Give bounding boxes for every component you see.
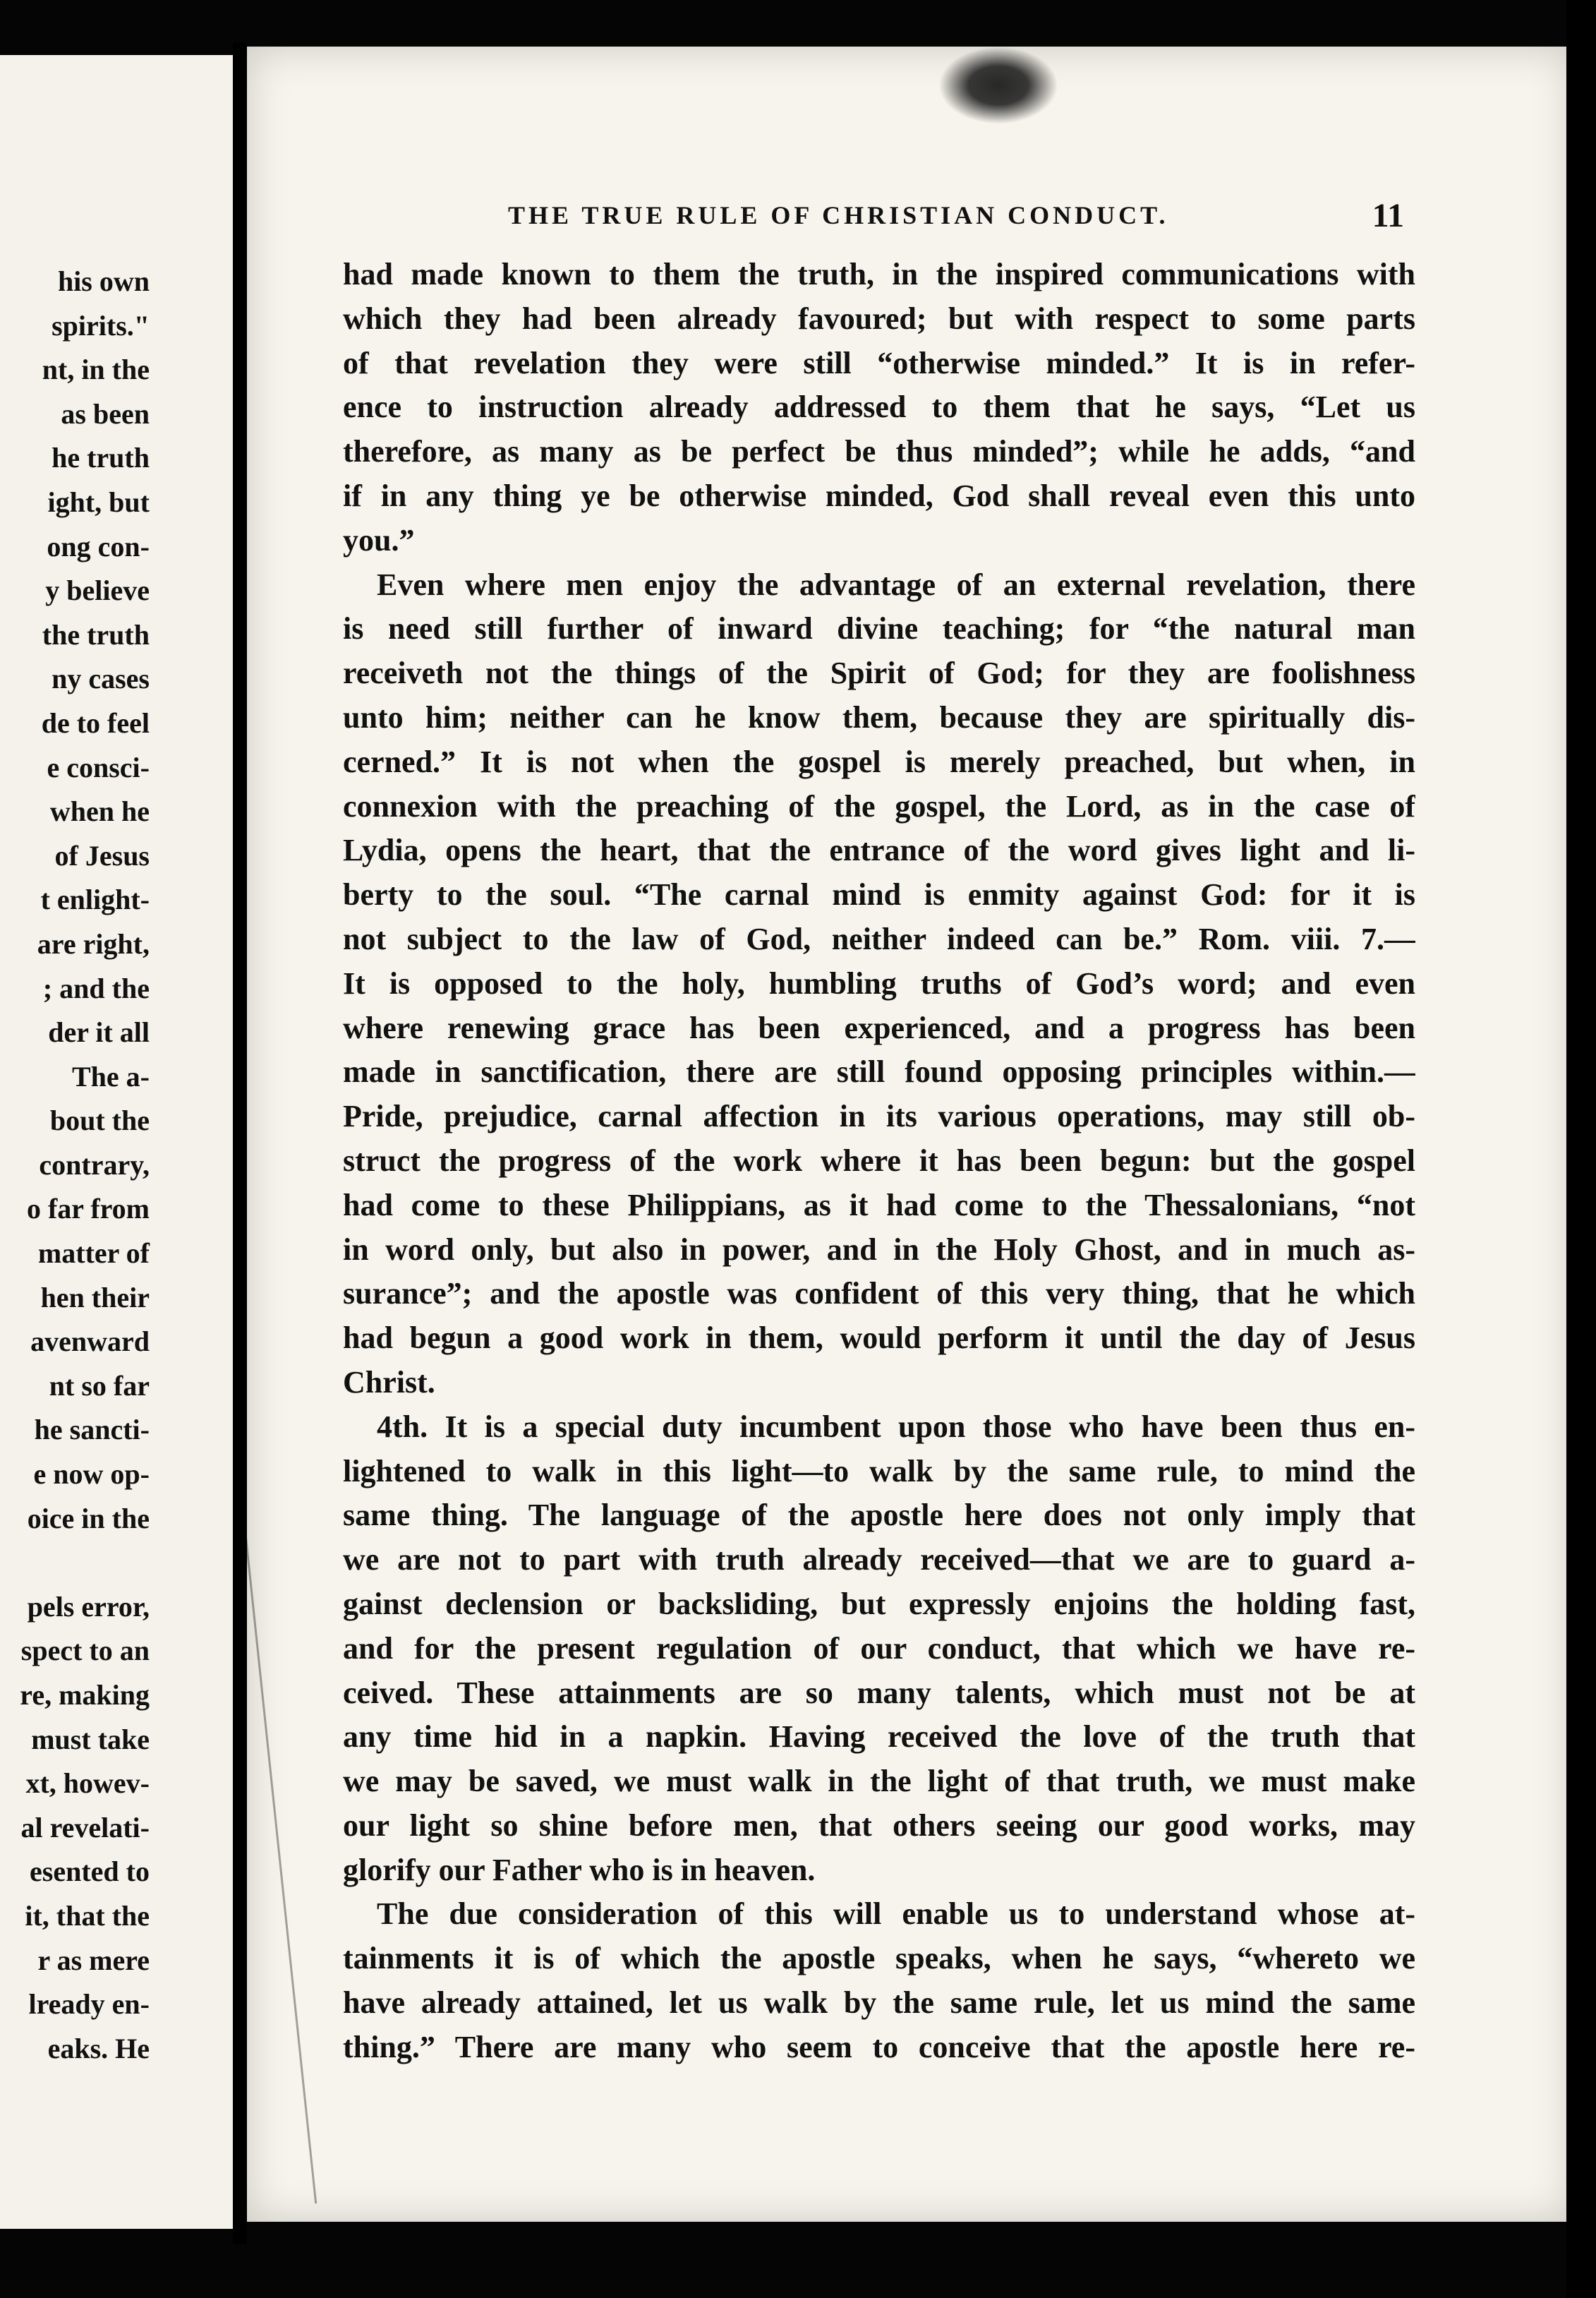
facing-text-line: hen their xyxy=(40,1281,150,1313)
facing-page-fragment xyxy=(0,55,233,2229)
running-head: THE TRUE RULE OF CHRISTIAN CONDUCT. xyxy=(508,201,1169,229)
text-line: of that revelation they were still “otherwise minded.” It is in refer- xyxy=(343,345,1415,380)
book-gutter xyxy=(233,42,247,2244)
facing-text-line: re, making xyxy=(20,1679,150,1711)
facing-text-line: al revelati- xyxy=(20,1811,150,1843)
ink-smudge xyxy=(938,47,1058,124)
text-line: It is opposed to the holy, humbling truths of God’s word; and even xyxy=(343,965,1415,1001)
text-line: had come to these Philippians, as it had come to the Thessalonians, “not xyxy=(343,1187,1415,1222)
page-crease xyxy=(247,1207,317,2204)
text-line: therefore, as many as be perfect be thus minded”; while he adds, “and xyxy=(343,434,1415,469)
facing-text-line: must take xyxy=(31,1723,150,1755)
text-line: if in any thing ye be otherwise minded, God shall reveal even this unto xyxy=(343,478,1415,513)
text-line: Pride, prejudice, carnal affection in its various operations, may still ob- xyxy=(343,1099,1415,1134)
text-line: Christ. xyxy=(343,1364,435,1400)
text-line: where renewing grace has been experienced, and a progress has been xyxy=(343,1010,1415,1045)
facing-text-line: ong con- xyxy=(47,530,150,563)
facing-text-line: spect to an xyxy=(20,1635,150,1667)
facing-text-line: he sancti- xyxy=(34,1414,150,1446)
text-line: ence to instruction already addressed to them that he says, “Let us xyxy=(343,390,1415,425)
facing-text-line: eaks. He xyxy=(47,2032,150,2064)
text-line: struct the progress of the work where it has been begun: but the gospel xyxy=(343,1143,1415,1178)
facing-text-line: as been xyxy=(61,397,150,430)
facing-text-line: lready en- xyxy=(28,1988,150,2021)
body-text xyxy=(343,253,1415,2070)
text-line: Even where men enjoy the advantage of an external revelation, there xyxy=(377,567,1415,602)
facing-text-line: xt, howev- xyxy=(25,1767,150,1800)
text-line: ceived. These attainments are so many talents, which must not be at xyxy=(343,1675,1415,1710)
text-line: any time hid in a napkin. Having received the love of the truth that xyxy=(343,1719,1415,1755)
text-line: in word only, but also in power, and in the Holy Ghost, and in much as- xyxy=(343,1232,1415,1267)
facing-text-line: t enlight- xyxy=(40,884,150,916)
text-line: tainments it is of which the apostle speaks, when he says, “whereto we xyxy=(343,1941,1415,1976)
text-line: berty to the soul. “The carnal mind is enmity against God: for it is xyxy=(343,877,1415,913)
text-line: not subject to the law of God, neither indeed can be.” Rom. viii. 7.— xyxy=(343,921,1415,956)
facing-text-line: oice in the xyxy=(27,1502,150,1534)
text-line: we are not to part with truth already received—that we are to guard a- xyxy=(343,1542,1415,1577)
facing-text-line: esented to xyxy=(30,1855,150,1888)
facing-text-line: his own xyxy=(57,265,150,297)
text-line: The due consideration of this will enable us to understand whose at- xyxy=(377,1896,1415,1932)
facing-text-line: e consci- xyxy=(47,751,150,783)
facing-text-line: are right, xyxy=(37,927,150,960)
facing-text-line: contrary, xyxy=(39,1148,150,1181)
facing-text-line: when he xyxy=(49,795,150,828)
text-line: connexion with the preaching of the gospel, the Lord, as in the case of xyxy=(343,788,1415,824)
facing-page-text xyxy=(0,260,233,2071)
book-page xyxy=(247,47,1573,2222)
text-line: receiveth not the things of the Spirit of God; for they are foolishness xyxy=(343,656,1415,691)
text-line: which they had been already favoured; but with respect to some parts xyxy=(343,301,1415,336)
facing-text-line: e now op- xyxy=(33,1458,150,1491)
text-line: thing.” There are many who seem to conceive that the apostle here re- xyxy=(343,2029,1415,2064)
facing-text-line: nt, in the xyxy=(42,354,150,386)
facing-text-line: ny cases xyxy=(52,663,150,695)
facing-text-line: it, that the xyxy=(25,1899,150,1932)
text-line: you.” xyxy=(343,522,415,558)
text-line: had begun a good work in them, would perform it until the day of Jesus xyxy=(343,1321,1415,1356)
facing-text-line: y believe xyxy=(45,574,150,607)
text-line: had made known to them the truth, in the inspired communications with xyxy=(343,257,1415,291)
page-number: 11 xyxy=(1372,196,1404,234)
facing-text-line: de to feel xyxy=(41,706,150,739)
text-line: unto him; neither can he know them, because they are spiritually dis- xyxy=(343,699,1415,735)
facing-text-line: The a- xyxy=(72,1060,150,1093)
facing-text-line: der it all xyxy=(48,1016,150,1049)
text-line: we may be saved, we must walk in the light of that truth, we must make xyxy=(343,1764,1415,1799)
facing-text-line: ight, but xyxy=(47,486,150,518)
facing-text-line: bout the xyxy=(49,1105,150,1137)
page-header xyxy=(508,191,1404,240)
facing-text-line: he truth xyxy=(52,442,150,474)
text-line: surance”; and the apostle was confident of this very thing, that he which xyxy=(343,1276,1415,1311)
facing-text-line xyxy=(0,1541,233,1585)
facing-text-line: the truth xyxy=(42,618,150,651)
text-line: our light so shine before men, that others seeing our good works, may xyxy=(343,1807,1415,1843)
facing-text-line: pels error, xyxy=(27,1590,150,1623)
facing-text-line: ; and the xyxy=(42,972,150,1004)
text-line: and for the present regulation of our conduct, that which we have re- xyxy=(343,1630,1415,1666)
facing-text-line: spirits." xyxy=(52,309,150,342)
facing-text-line: of Jesus xyxy=(54,839,150,872)
text-line: Lydia, opens the heart, that the entrance of the word gives light and li- xyxy=(343,833,1415,868)
text-line: same thing. The language of the apostle here does not only imply that xyxy=(343,1498,1415,1533)
facing-text-line: o far from xyxy=(26,1193,150,1225)
text-line: gainst declension or backsliding, but expressly enjoins the holding fast, xyxy=(343,1586,1415,1621)
facing-text-line: nt so far xyxy=(49,1369,150,1402)
text-line: 4th. It is a special duty incumbent upon those who have been thus en- xyxy=(377,1409,1415,1444)
scan-border xyxy=(1566,0,1596,2298)
facing-text-line: avenward xyxy=(30,1325,150,1358)
text-line: have already attained, let us walk by the same rule, let us mind the same xyxy=(343,1985,1415,2021)
facing-text-line: r as mere xyxy=(37,1944,150,1976)
facing-text-line: matter of xyxy=(37,1237,150,1270)
text-line: cerned.” It is not when the gospel is merely preached, but when, in xyxy=(343,744,1415,779)
text-line: is need still further of inward divine teaching; for “the natural man xyxy=(343,611,1415,646)
text-line: made in sanctification, there are still found opposing principles within.— xyxy=(343,1054,1415,1090)
text-line: lightened to walk in this light—to walk by the same rule, to mind the xyxy=(343,1453,1415,1488)
text-line: glorify our Father who is in heaven. xyxy=(343,1852,816,1887)
